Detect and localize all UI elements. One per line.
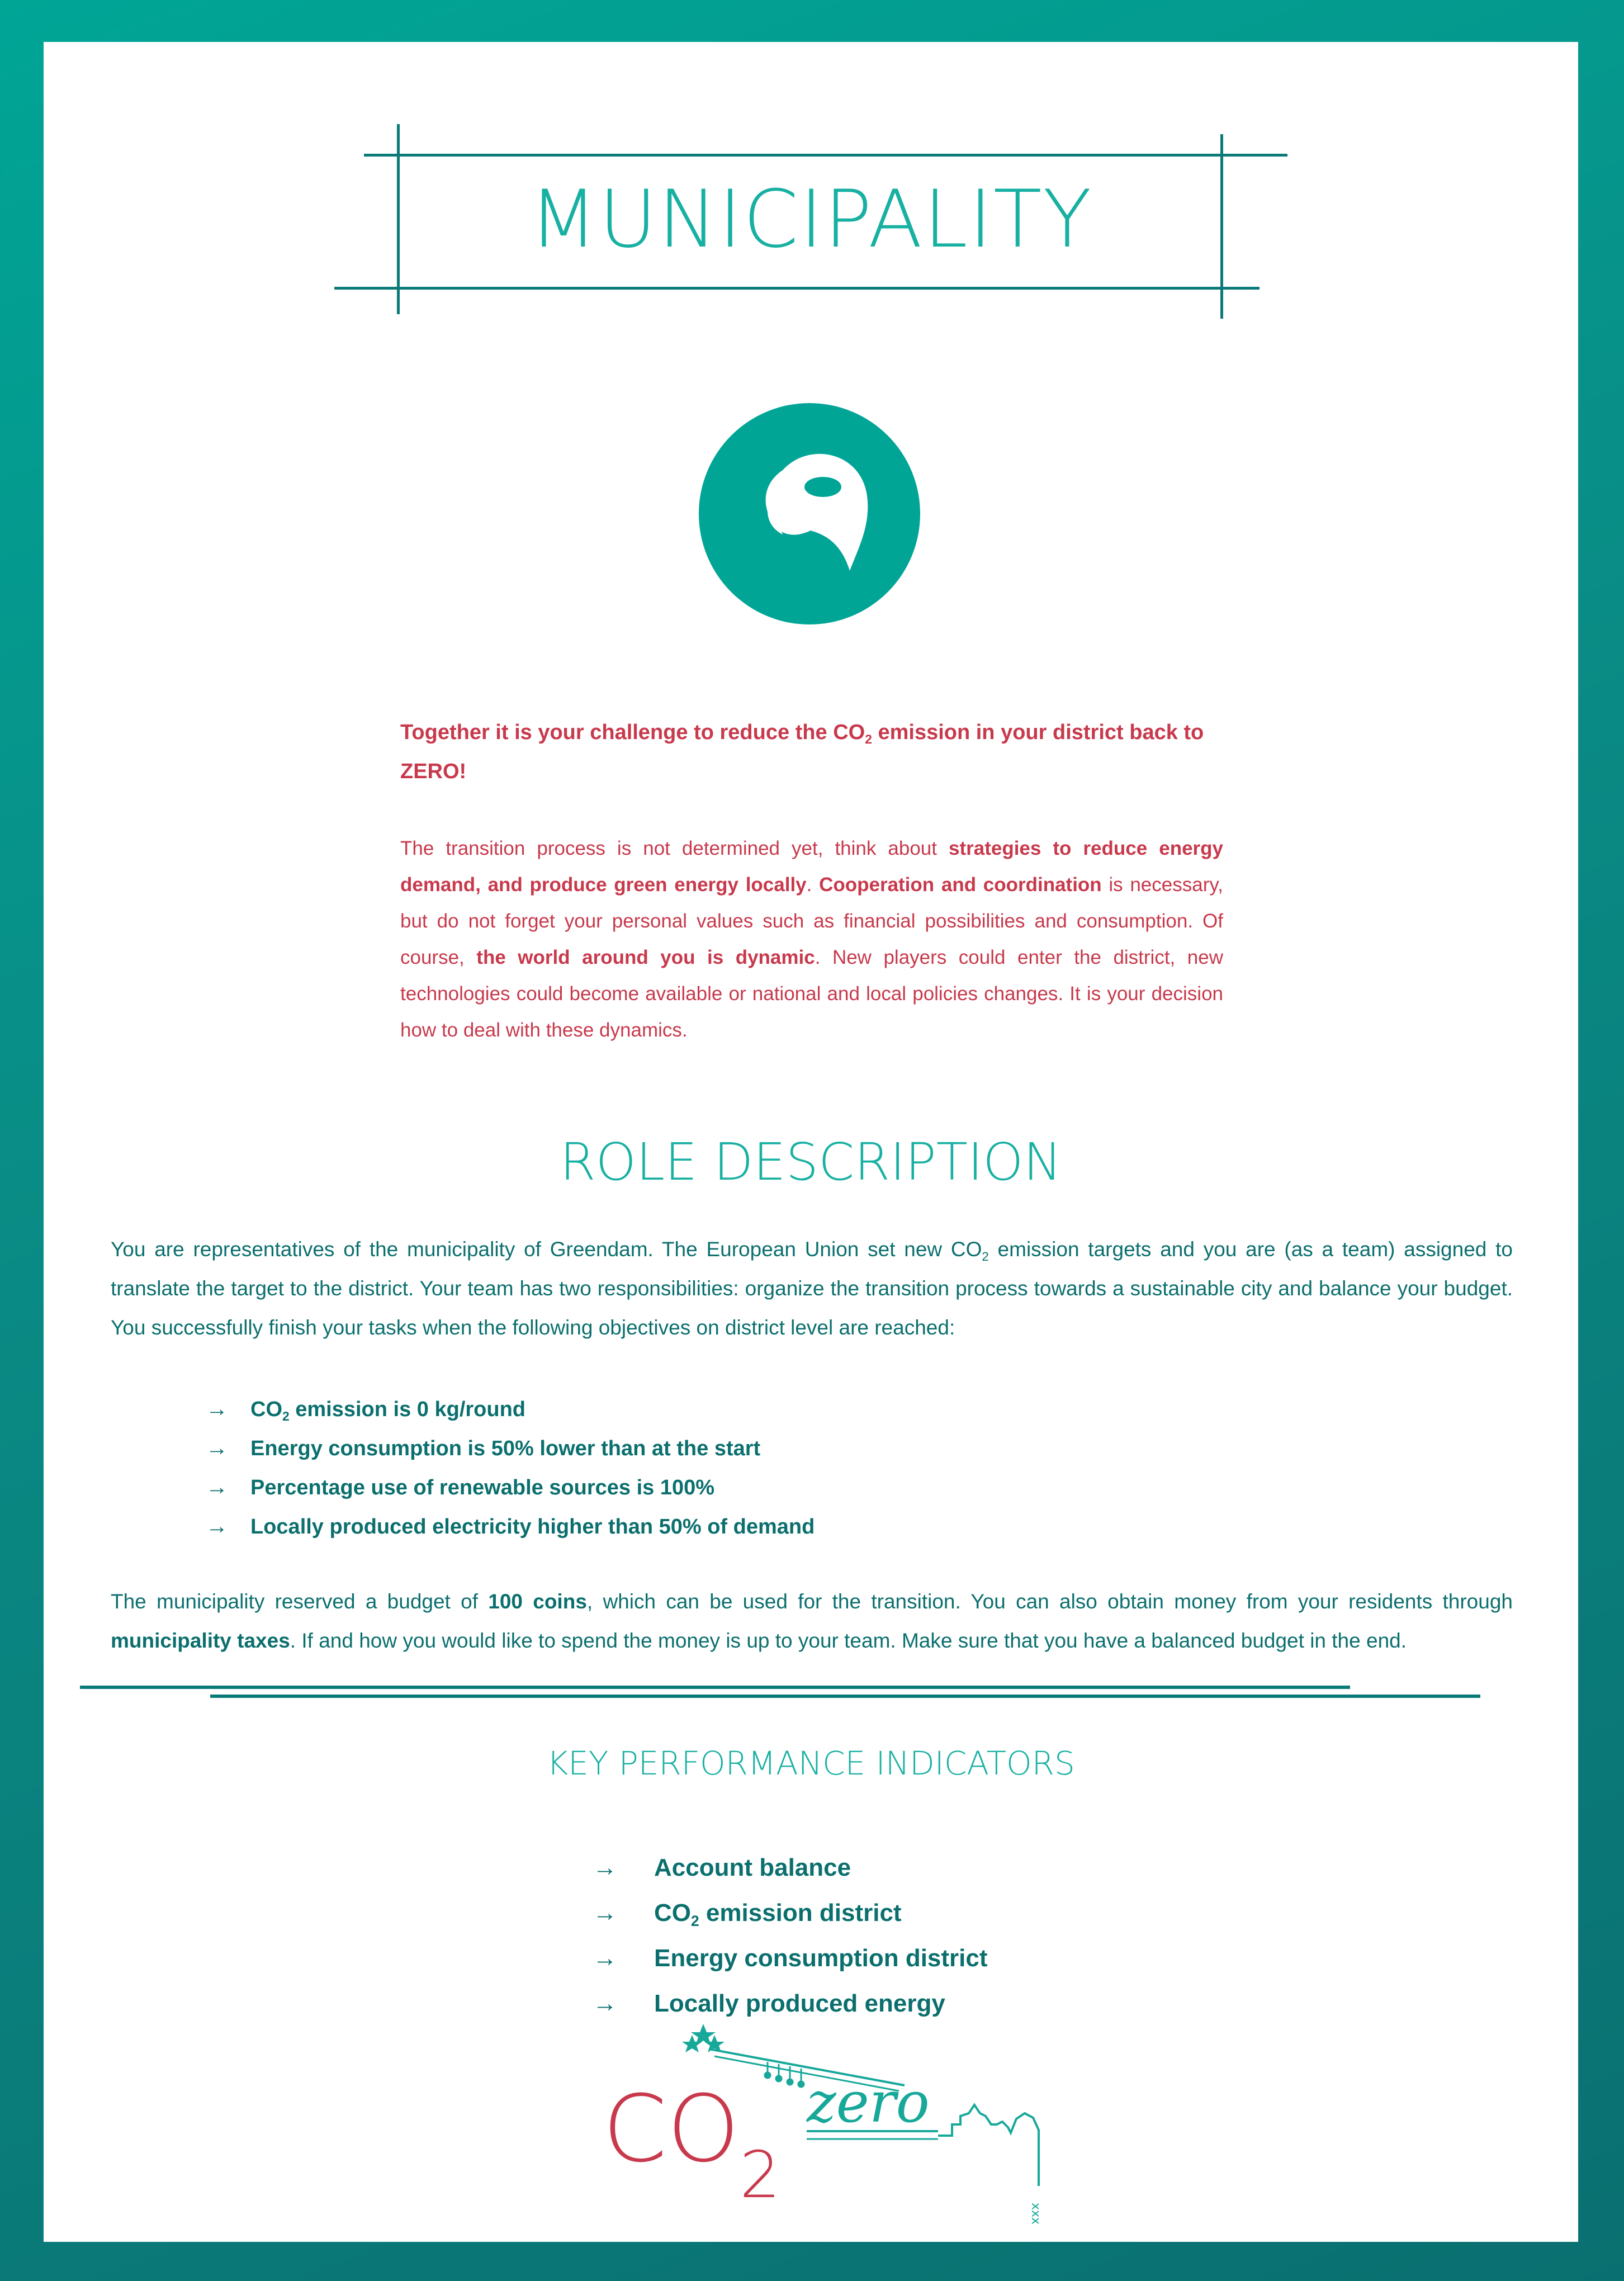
arrow-right-icon: →	[206, 1436, 228, 1460]
objective-subscript: 2	[282, 1408, 290, 1423]
logo-mark-text: xxx	[1029, 2203, 1043, 2225]
challenge-statement	[400, 713, 1223, 791]
kpi-text-end: emission district	[699, 1899, 902, 1927]
role-text-2: emission targets and you are (as a team) assigned to translate the target to the district. Your team has two responsibilities: organize the transition process towards a sustainable city and balance your budget. You successfully finish your tasks when the following objectives on district level are reached:	[111, 1238, 1513, 1339]
kpi-list	[593, 1845, 988, 2026]
list-item	[206, 1468, 815, 1507]
arrow-right-icon: →	[593, 1854, 617, 1881]
title-frame-bottom-line	[334, 287, 1260, 290]
intro-bold-1: strategies to reduce energy demand, and produce green energy locally	[400, 837, 1223, 896]
list-item	[593, 1935, 988, 1981]
challenge-subscript: 2	[865, 731, 872, 746]
list-item	[593, 1890, 988, 1935]
kpi-text: CO	[654, 1899, 691, 1927]
kpi-text: Locally produced energy	[654, 1990, 945, 2017]
stars-icon	[682, 2024, 725, 2052]
intro-bold-2: Cooperation and coordination	[819, 874, 1102, 896]
kpi-text: Account balance	[654, 1854, 851, 1881]
role-description-paragraph	[111, 1230, 1513, 1347]
list-item	[593, 1845, 988, 1890]
arrow-right-icon: →	[593, 1944, 617, 1972]
kpi-text: Energy consumption district	[654, 1944, 988, 1972]
role-description-heading: ROLE DESCRIPTION	[560, 1132, 1062, 1192]
objective-text: Energy consumption is 50% lower than at the start	[250, 1437, 761, 1460]
kpi-subscript: 2	[691, 1913, 699, 1930]
title-frame-top-line	[364, 154, 1287, 157]
document-page	[44, 42, 1578, 2242]
budget-bold-1: 100 coins	[488, 1590, 587, 1613]
section-divider-lower	[210, 1695, 1480, 1698]
challenge-text-1: Together it is your challenge to reduce the CO	[400, 721, 865, 744]
arrow-right-icon: →	[593, 1990, 617, 2017]
challenge-text-2: emission in your district back to ZERO!	[400, 721, 1204, 783]
co2zero-logo	[603, 2007, 1061, 2236]
intro-text-3: is necessary, but do not forget your personal values such as financial possibilities and consumption. Of course,	[400, 874, 1223, 968]
objectives-list	[206, 1389, 815, 1546]
list-item	[206, 1389, 815, 1428]
role-badge	[699, 403, 920, 624]
arrow-right-icon: →	[206, 1397, 228, 1421]
intro-bold-3: the world around you is dynamic	[476, 947, 815, 968]
co2zero-logo-graphic	[603, 2007, 1061, 2236]
role-text-1: You are representatives of the municipality of Greendam. The European Union set new CO	[111, 1238, 982, 1261]
intro-text-2: .	[806, 874, 820, 896]
logo-subscript-text: 2	[740, 2138, 781, 2213]
budget-bold-2: municipality taxes	[111, 1629, 290, 1652]
role-subscript: 2	[982, 1249, 989, 1263]
budget-paragraph	[111, 1582, 1513, 1660]
objective-text: Percentage use of renewable sources is 100%	[250, 1476, 715, 1499]
intro-text-1: The transition process is not determined yet, think about	[400, 837, 949, 859]
budget-text-1: The municipality reserved a budget of	[111, 1590, 489, 1613]
arrow-right-icon: →	[206, 1514, 228, 1539]
arrow-right-icon: →	[206, 1475, 228, 1499]
list-item	[206, 1428, 815, 1468]
list-item	[206, 1507, 815, 1546]
objective-text: Locally produced electricity higher than 50% of demand	[250, 1515, 815, 1539]
intro-text-4: . New players could enter the district, new technologies could become available or national and local policies changes. It is your decision how to deal with these dynamics.	[400, 947, 1224, 1041]
objective-text: CO	[250, 1398, 282, 1421]
logo-zero-text: zero	[807, 2070, 930, 2135]
budget-text-3: . If and how you would like to spend the money is up to your team. Make sure that you have a balanced budget in the end.	[290, 1629, 1407, 1652]
page-title: MUNICIPALITY	[529, 173, 1093, 266]
parrot-head-icon	[699, 403, 920, 624]
objective-text-end: emission is 0 kg/round	[289, 1398, 526, 1421]
arrow-right-icon: →	[593, 1899, 617, 1927]
kpi-heading: KEY PERFORMANCE INDICATORS	[547, 1744, 1075, 1782]
logo-co-text: CO	[603, 2075, 740, 2183]
budget-text-2: , which can be used for the transition. You can also obtain money from your residents through	[586, 1590, 1513, 1613]
intro-paragraph	[400, 830, 1223, 1048]
section-divider-upper	[80, 1686, 1350, 1689]
